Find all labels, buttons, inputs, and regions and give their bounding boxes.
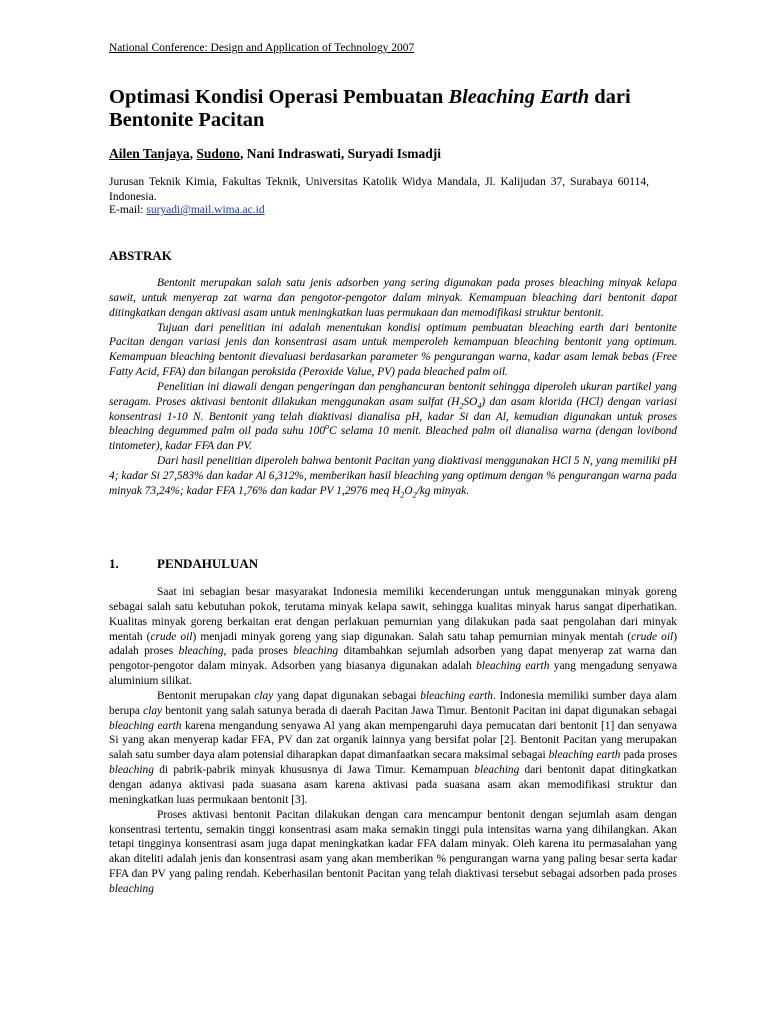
abstract-paragraph-1: Bentonit merupakan salah satu jenis adsorben yang sering digunakan pada proses bleaching minyak kelapa sawit, untuk menyerap zat warna dan pengotor-pengotor dalam minyak. Kemampuan bleaching dari bentonit dapat ditingkatkan dengan aktivasi asam untuk meningkatkan luas permukaan dan memodifikasi struktur bentonit. [109, 277, 677, 319]
author-1: Ailen Tanjaya [109, 146, 190, 161]
body-p3-i1: bleaching [109, 882, 154, 895]
body-p2-c: . Indonesia memiliki sumber daya alam berupa [109, 689, 678, 717]
body-p2-f: pada proses [620, 749, 678, 762]
affiliation: Jurusan Teknik Kimia, Fakultas Teknik, Universitas Katolik Widya Mandala, Jl. Kalijudan 37, Surabaya 60114, Indonesia. [109, 176, 649, 203]
body-p1-i3: bleaching [178, 645, 224, 658]
body-p3-a: Proses aktivasi bentonit Pacitan dilakukan dengan cara mencampur bentonit dengan sejumlah asam dengan konsentrasi tertentu, semakin tinggi konsentrasi asam maka semakin tinggi pula intensitas warna yang dihilangkan. Akan tetapi tingginya konsentrasi asam juga dapat meningkatkan kadar FFA dalam minyak. Oleh karena itu permasalahan yang akan diteliti adalah jenis dan konsentrasi asam yang akan memberikan % pengurangan warna yang paling besar serta kadar FFA dan PV yang paling rendah. Keberhasilan bentonit Pacitan yang telah diaktivasi tersebut sebagai adsorben pada proses [109, 808, 677, 881]
body-p1-e: ditambahkan sejumlah adsorben yang dapat menyerap zat warna dan pengotor-pengotor dalam minyak. Adsorben yang biasanya digunakan adalah [109, 645, 677, 673]
abstract-p3-text-d: C selama 10 menit. Bleached palm oil dianalisa warna (dengan lovibond tintometer), kadar FFA dan PV. [109, 425, 678, 453]
body-p1-i1: crude oil [150, 630, 193, 643]
abstract-paragraph-2: Tujuan dari penelitian ini adalah menentukan kondisi optimum pembuatan bleaching earth dari bentonite Pacitan dengan variasi jenis dan konsentrasi asam untuk memperoleh kemampuan bleaching bentonit yang optimum. Kemampuan bleaching bentonit dievaluasi berdasarkan parameter % pengurangan warna, kadar asam lemak bebas (Free Fatty Acid, FFA) dan bilangan peroksida (Peroxide Value, PV) pada bleached palm oil. [109, 321, 677, 379]
abstract-p4-text-b: O [404, 484, 413, 497]
body-p2-i3: clay [143, 704, 163, 717]
abstract-p3-sup: o [325, 422, 330, 432]
section-1-body [109, 585, 677, 897]
abstract-p3-text-b: SO [463, 395, 478, 408]
abstract-p4-sub-2: 2 [412, 490, 417, 500]
title-italic: Bleaching Earth [448, 86, 590, 108]
body-p1-i5: bleaching earth [476, 660, 550, 673]
body-p1-i4: bleaching [293, 645, 339, 658]
body-p1-f: yang mengadung senyawa aluminium silikat. [109, 660, 678, 688]
abstract-body [109, 276, 677, 499]
body-p2-i5: bleaching earth [548, 749, 621, 762]
title-part-2: dari Bentonite Pacitan [109, 86, 631, 131]
body-p1-i2: crude oil [631, 630, 674, 643]
body-paragraph-2 [109, 689, 677, 808]
paper-title [109, 86, 669, 132]
section-1-number: 1. [109, 556, 119, 571]
author-2: Sudono [196, 146, 240, 161]
body-p2-i4: bleaching earth [109, 719, 182, 732]
section-1-title: PENDAHULUAN [157, 556, 259, 571]
body-p2-i2: bleaching earth [420, 689, 493, 702]
email-line [109, 204, 265, 216]
abstract-paragraph-4 [109, 454, 677, 499]
body-p1-d: , pada proses [223, 645, 294, 658]
title-part-1: Optimasi Kondisi Operasi Pembuatan [109, 86, 449, 108]
abstract-p4-sub-1: 2 [400, 490, 405, 500]
body-paragraph-3 [109, 808, 677, 897]
author-list [109, 146, 441, 162]
abstract-p4-text-c: /kg minyak. [416, 484, 470, 497]
email-link[interactable]: suryadi@mail.wima.ac.id [146, 204, 265, 216]
body-p1-c: ) adalah proses [109, 630, 677, 658]
body-p2-i6: bleaching [109, 764, 154, 777]
abstract-heading: ABSTRAK [109, 248, 172, 263]
body-p2-a: Bentonit merupakan [157, 689, 255, 702]
abstract-p4-text-a: Dari hasil penelitian diperoleh bahwa bentonit Pacitan yang diaktivasi menggunakan HCl 5 N, yang memiliki pH 4; kadar Si 27,583% dan kadar Al 6,312%, memberikan hasil bleaching yang optimum dengan % pengurangan warna pada minyak 73,24%; kadar FFA 1,76% dan kadar PV 1,2976 meq H [109, 455, 677, 497]
body-p2-e: karena mengandung senyawa Al yang akan mempengaruhi daya pemucatan dari bentonit [1] dan senyawa Si yang akan menyerap kadar FFA, PV dan zat organik lainnya yang bersifat polar [2]. Bentonit Pacitan yang merupakan salah satu sumber daya alam potensial diharapkan dapat dimanfaatkan secara maksimal sebagai [109, 719, 677, 762]
body-p2-i7: bleaching [474, 764, 520, 777]
running-header: National Conference: Design and Application of Technology 2007 [109, 42, 415, 54]
email-label: E-mail: [109, 204, 147, 216]
body-p1-b: ) menjadi minyak goreng yang siap digunakan. Salah satu tahap pemurnian minyak mentah ( [192, 630, 632, 643]
abstract-paragraph-3 [109, 380, 677, 454]
body-p2-i1: clay [254, 689, 274, 702]
authors-rest: , Nani Indraswati, Suryadi Ismadji [239, 146, 441, 161]
body-paragraph-1 [109, 585, 677, 689]
section-1-heading [109, 556, 258, 572]
author-separator: , [189, 146, 197, 161]
body-p2-b: yang dapat digunakan sebagai [273, 689, 421, 702]
abstract-p3-sub-1: 2 [459, 401, 464, 411]
abstract-p3-sub-2: 4 [477, 401, 482, 411]
body-p2-d: bentonit yang salah satunya berada di daerah Pacitan Jawa Timur. Bentonit Pacitan ini dapat digunakan sebagai [162, 704, 678, 717]
body-p2-h: dari bentonit dapat ditingkatkan dengan adanya aktivasi pada suasana asam karena aktivasi pada suasana asam akan memodifikasi struktur dan meningkatkan luas permukaan bentonit [3]. [109, 764, 677, 806]
abstract-p3-text-a: Penelitian ini diawali dengan pengeringan dan penghancuran bentonit sehingga diperoleh ukuran partikel yang seragam. Proses aktivasi bentonit dilakukan menggunakan asam sulfat (H [109, 380, 677, 408]
body-p1-a: Saat ini sebagian besar masyarakat Indonesia memiliki kecenderungan untuk menggunakan minyak goreng sebagai salah satu kebutuhan pokok, terutama minyak kelapa sawit, sehingga kualitas minyak harus sangat diperhatikan. Kualitas minyak goreng berkaitan erat dengan perlakuan pemurnian yang dilakukan pada saat pengolahan dari minyak mentah ( [109, 586, 677, 643]
body-p2-g: di pabrik-pabrik minyak khususnya di Jawa Timur. Kemampuan [153, 764, 475, 777]
abstract-p3-text-c: ) dan asam klorida (HCl) dengan variasi konsentrasi 1-10 N. Bentonit yang telah diaktivasi dianalisa pH, kadar Si dan Al, kemudian digunakan untuk proses bleaching degummed palm oil pada suhu 100 [109, 395, 677, 438]
